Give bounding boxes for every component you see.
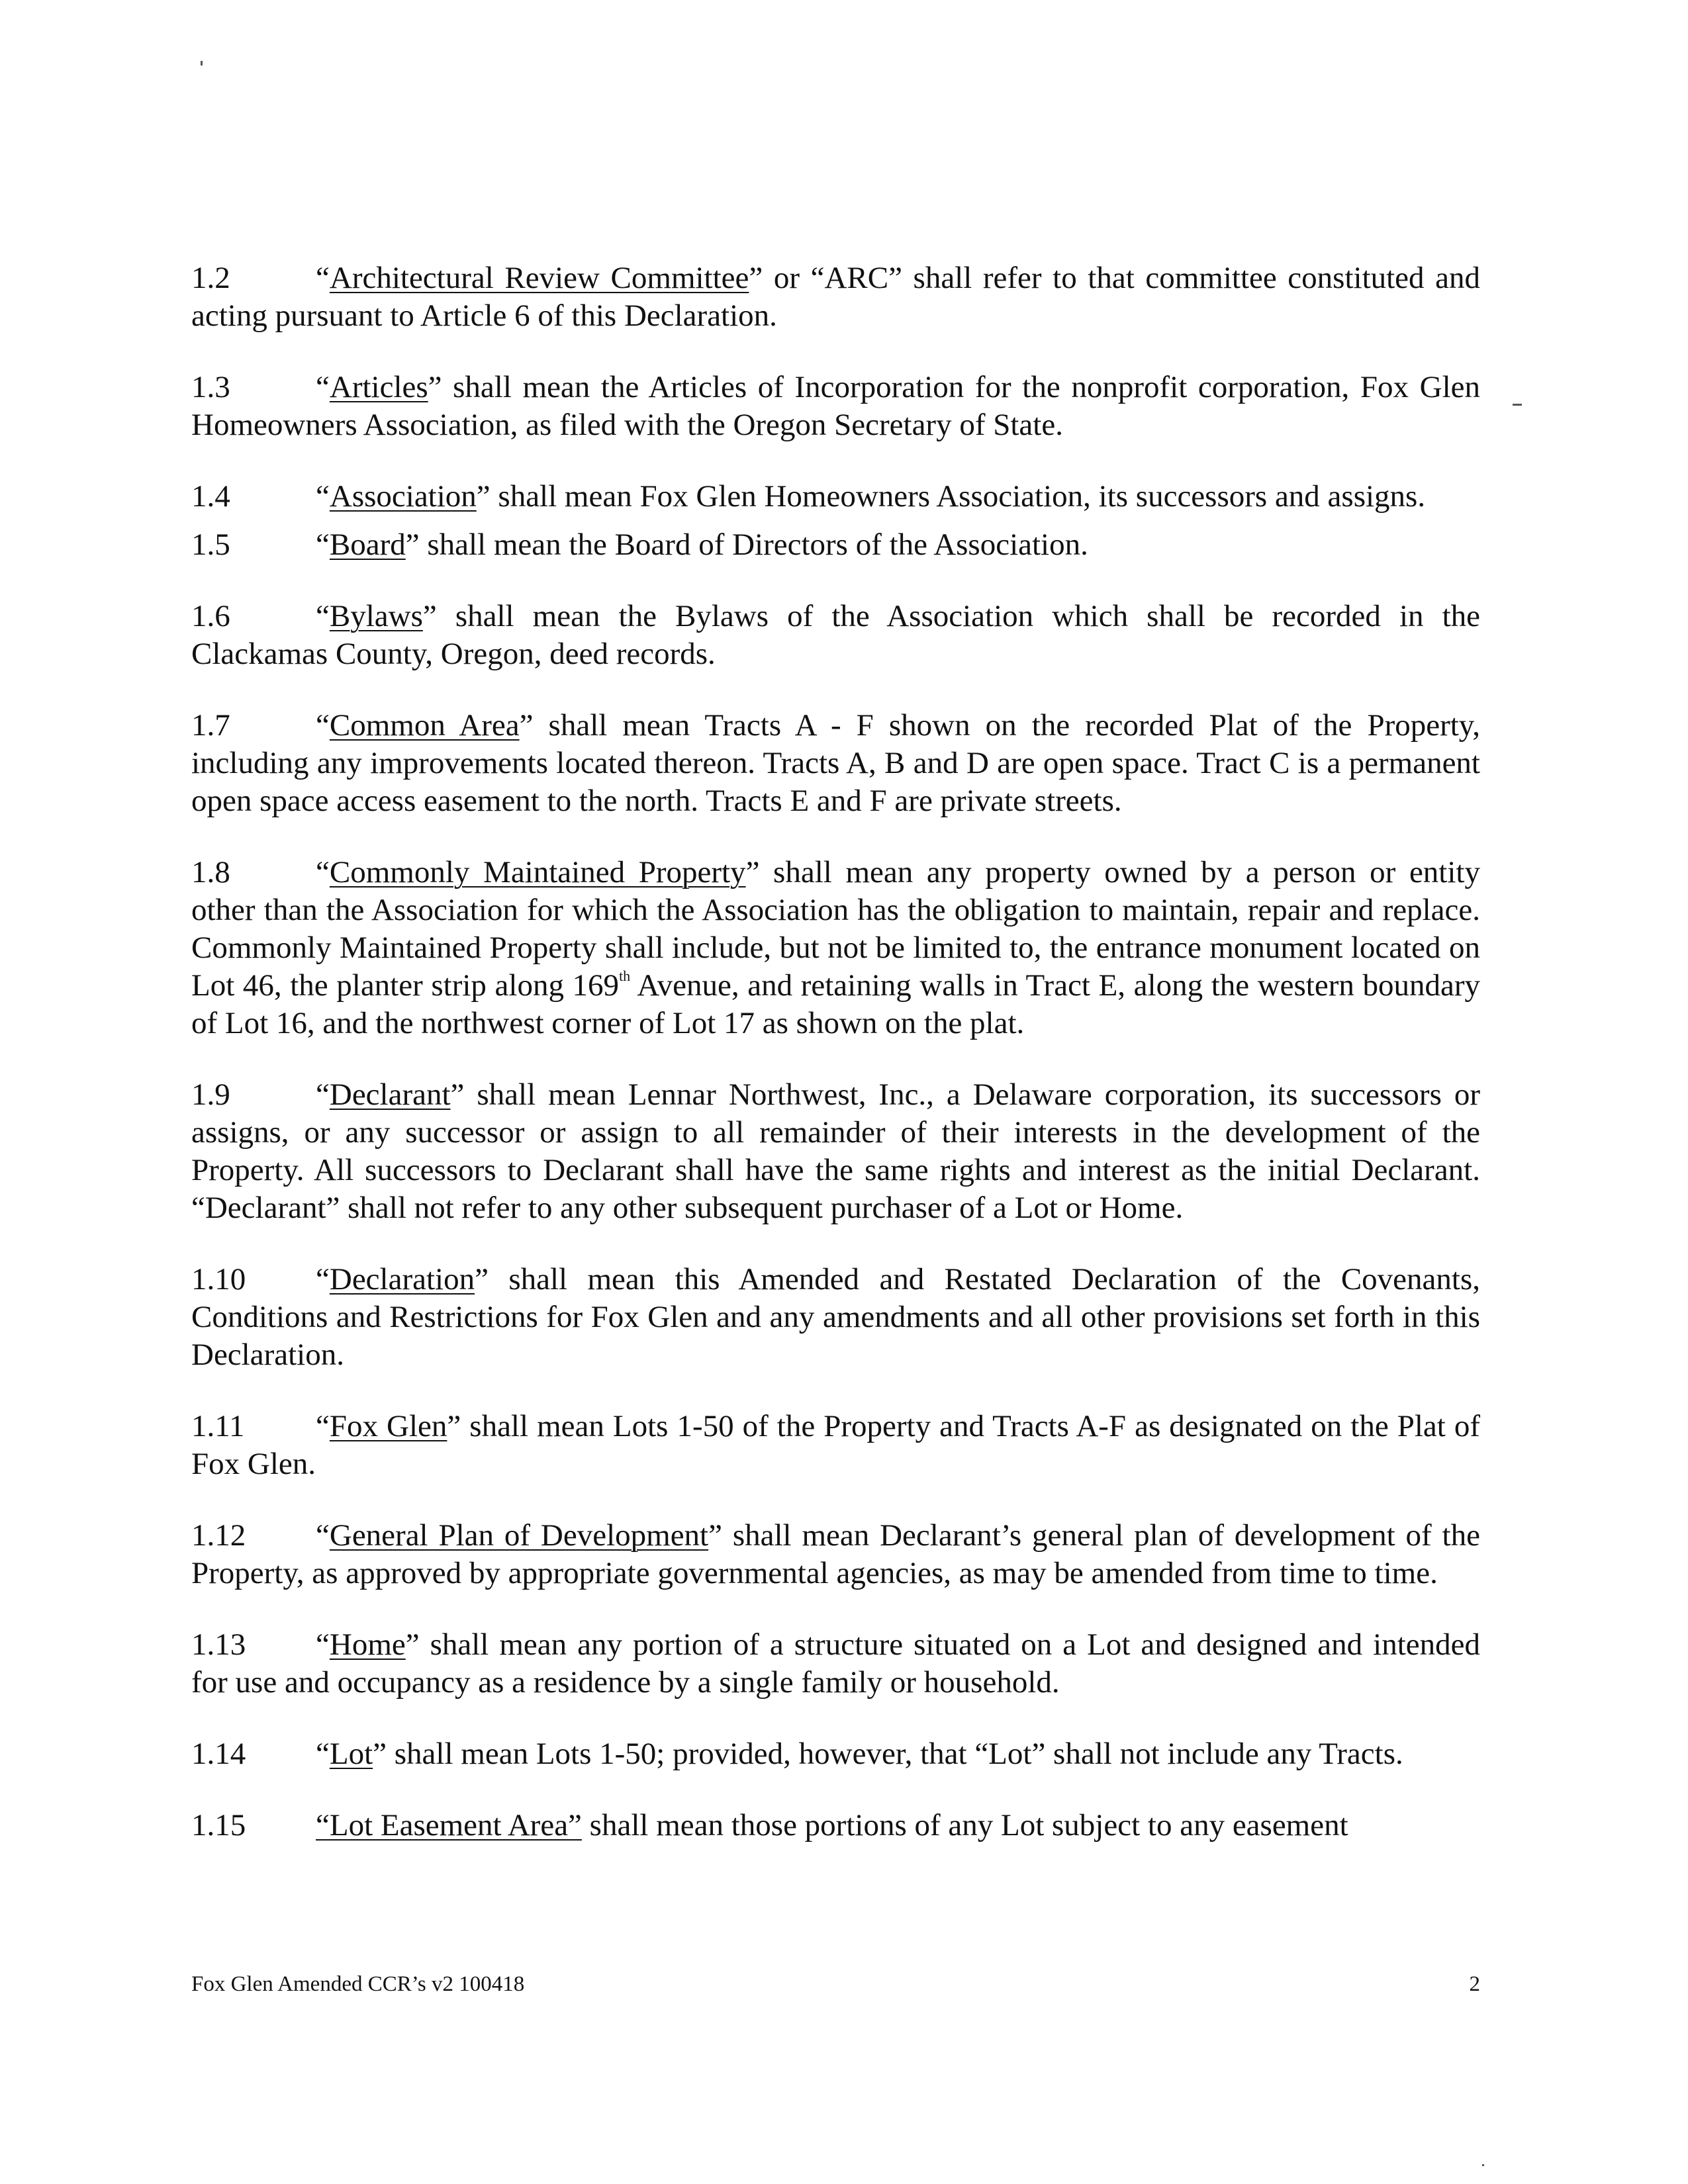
page-footer bbox=[191, 1971, 1480, 1997]
definition-term: Architectural Review Committee bbox=[329, 261, 749, 295]
definition-1-9: 1.9 “Declarant” shall mean Lennar Northwest, Inc., a Delaware corporation, its successors or assigns, or any successor or assign to all remainder of their interests in the development of the Property. All successors to Declarant shall have the same rights and interest as the initial Declarant. “Declarant” shall not refer to any other subsequent purchaser of a Lot or Home. bbox=[191, 1077, 1480, 1225]
definition-1-7: 1.7 “Common Area” shall mean Tracts A - F shown on the recorded Plat of the Property, including any improvements located thereon. Tracts A, B and D are open space. Tract C is a permanent open space access easement to the north. Tracts E and F are private streets. bbox=[191, 708, 1481, 818]
definition-1-8: 1.8 “Commonly Maintained Property” shall mean any property owned by a person or entity other than the Association for which the Association has the obligation to maintain, repair and replace. Commonly Maintained Property shall include, but not be limited to, the entrance monument located on Lot 46, the planter strip along 169th Avenue, and retaining walls in Tract E, along the western boundary of Lot 16, and the northwest corner of Lot 17 as shown on the plat. bbox=[191, 855, 1481, 1040]
definition-number: 1.7 bbox=[191, 708, 230, 743]
definition-number: 1.6 bbox=[191, 599, 230, 633]
definition-term: Lot bbox=[329, 1737, 373, 1771]
definition-1-11: 1.11 “Fox Glen” shall mean Lots 1-50 of the Property and Tracts A-F as designated on the Plat of Fox Glen. bbox=[191, 1409, 1481, 1481]
definition-text: shall mean those portions of any Lot subject to any easement bbox=[581, 1808, 1348, 1843]
definition-1-14: 1.14 “Lot” shall mean Lots 1-50; provided, however, that “Lot” shall not include any Tracts. bbox=[191, 1735, 1480, 1773]
definition-term: Commonly Maintained Property bbox=[329, 855, 746, 889]
definition-term: Board bbox=[329, 527, 406, 562]
definition-text: ” shall mean the Board of Directors of the Association. bbox=[405, 527, 1088, 562]
definition-number: 1.15 bbox=[191, 1808, 246, 1843]
definition-term: Fox Glen bbox=[329, 1409, 447, 1443]
definition-number: 1.9 bbox=[191, 1077, 230, 1112]
definition-1-3: 1.3 “Articles” shall mean the Articles of Incorporation for the nonprofit corporation, Fox Glen Homeowners Association, as filed with the Oregon Secretary of State. bbox=[191, 370, 1480, 442]
definition-term: Association bbox=[329, 479, 477, 514]
definition-term: Articles bbox=[329, 370, 428, 404]
page-number: 2 bbox=[1469, 1972, 1480, 1996]
definition-1-10: 1.10 “Declaration” shall mean this Amended and Restated Declaration of the Covenants, Conditions and Restrictions for Fox Glen and any amendments and all other provisions set forth in this Declaration. bbox=[191, 1262, 1480, 1372]
definitions-section bbox=[191, 259, 1480, 1878]
definition-text: ” shall mean Fox Glen Homeowners Association, its successors and assigns. bbox=[476, 479, 1426, 514]
definition-1-4: 1.4 “Association” shall mean Fox Glen Homeowners Association, its successors and assigns. bbox=[191, 478, 1480, 516]
footer-document-id: Fox Glen Amended CCR’s v2 100418 bbox=[191, 1972, 525, 1996]
definition-number: 1.5 bbox=[191, 527, 230, 562]
definition-number: 1.10 bbox=[191, 1262, 246, 1297]
definition-1-13: 1.13 “Home” shall mean any portion of a structure situated on a Lot and designed and intended for use and occupancy as a residence by a single family or household. bbox=[191, 1627, 1480, 1700]
definition-1-2: 1.2 “Architectural Review Committee” or “ARC” shall refer to that committee constituted and acting pursuant to Article 6 of this Declaration. bbox=[191, 261, 1480, 333]
definition-term: Declarant bbox=[329, 1077, 451, 1112]
definition-text: ” shall mean Lennar Northwest, Inc., a Delaware corporation, its successors or assigns, or any successor or assign to all remainder of their interests in the development of the Property. All successors to Declarant shall have the same rights and interest as the initial Declarant. “Declarant” shall not refer to any other subsequent purchaser of a Lot or Home. bbox=[191, 1077, 1480, 1225]
definition-text-continued: Avenue, and retaining walls in Tract E, along the western boundary of Lot 16, and the northwest corner of Lot 17 as shown on the plat. bbox=[191, 968, 1481, 1040]
definition-term: Home bbox=[329, 1627, 406, 1662]
definition-1-12: 1.12 “General Plan of Development” shall mean Declarant’s general plan of development of the Property, as approved by appropriate governmental agencies, as may be amended from time to time. bbox=[191, 1518, 1480, 1590]
definition-number: 1.11 bbox=[191, 1409, 245, 1443]
definition-number: 1.3 bbox=[191, 370, 230, 404]
definition-text: ” shall mean any portion of a structure situated on a Lot and designed and intended for use and occupancy as a residence by a single family or household. bbox=[191, 1627, 1480, 1700]
definition-number: 1.4 bbox=[191, 479, 230, 514]
definition-text: ” shall mean the Articles of Incorporation for the nonprofit corporation, Fox Glen Homeowners Association, as filed with the Oregon Secretary of State. bbox=[191, 370, 1480, 442]
definition-term: Common Area bbox=[329, 708, 520, 743]
definition-number: 1.8 bbox=[191, 855, 230, 889]
definition-text: ” shall mean Lots 1-50 of the Property and Tracts A-F as designated on the Plat of Fox Glen. bbox=[191, 1409, 1481, 1481]
definition-number: 1.12 bbox=[191, 1518, 246, 1553]
definition-term: Declaration bbox=[329, 1262, 475, 1297]
definition-term: Bylaws bbox=[329, 599, 423, 633]
scan-speck bbox=[1513, 404, 1522, 406]
definition-text: ” shall mean Tracts A - F shown on the recorded Plat of the Property, including any improvements located thereon. Tracts A, B and D are open space. Tract C is a permanent open space access easement to the north. Tracts E and F are private streets. bbox=[191, 708, 1481, 818]
scan-speck bbox=[201, 61, 203, 66]
definition-text: ” shall mean Lots 1-50; provided, however, that “Lot” shall not include any Tracts. bbox=[373, 1737, 1403, 1771]
ordinal-suffix: th bbox=[619, 968, 631, 984]
definition-1-6: 1.6 “Bylaws” shall mean the Bylaws of the Association which shall be recorded in the Clackamas County, Oregon, deed records. bbox=[191, 599, 1480, 671]
definition-number: 1.14 bbox=[191, 1737, 246, 1771]
definition-text: ” or “ARC” shall refer to that committee constituted and acting pursuant to Article 6 of this Declaration. bbox=[191, 261, 1480, 333]
definition-number: 1.2 bbox=[191, 261, 230, 295]
definition-text: ” shall mean this Amended and Restated Declaration of the Covenants, Conditions and Restrictions for Fox Glen and any amendments and all other provisions set forth in this Declaration. bbox=[191, 1262, 1480, 1372]
definition-text: ” shall mean Declarant’s general plan of development of the Property, as approved by appropriate governmental agencies, as may be amended from time to time. bbox=[191, 1518, 1480, 1590]
definition-text: ” shall mean any property owned by a person or entity other than the Association for which the Association has the obligation to maintain, repair and replace. Commonly Maintained Property shall include, but not be limited to, the entrance monument located on Lot 46, the planter strip along 169 bbox=[191, 855, 1480, 1003]
definition-text: ” shall mean the Bylaws of the Association which shall be recorded in the Clackamas County, Oregon, deed records. bbox=[191, 599, 1480, 671]
definition-term: “Lot Easement Area” bbox=[316, 1808, 582, 1843]
scan-speck bbox=[1482, 2164, 1484, 2166]
definition-1-5: 1.5 “Board” shall mean the Board of Directors of the Association. bbox=[191, 526, 1480, 564]
definition-number: 1.13 bbox=[191, 1627, 246, 1662]
definition-term: General Plan of Development bbox=[329, 1518, 709, 1553]
definition-1-15 bbox=[191, 1807, 1480, 1844]
